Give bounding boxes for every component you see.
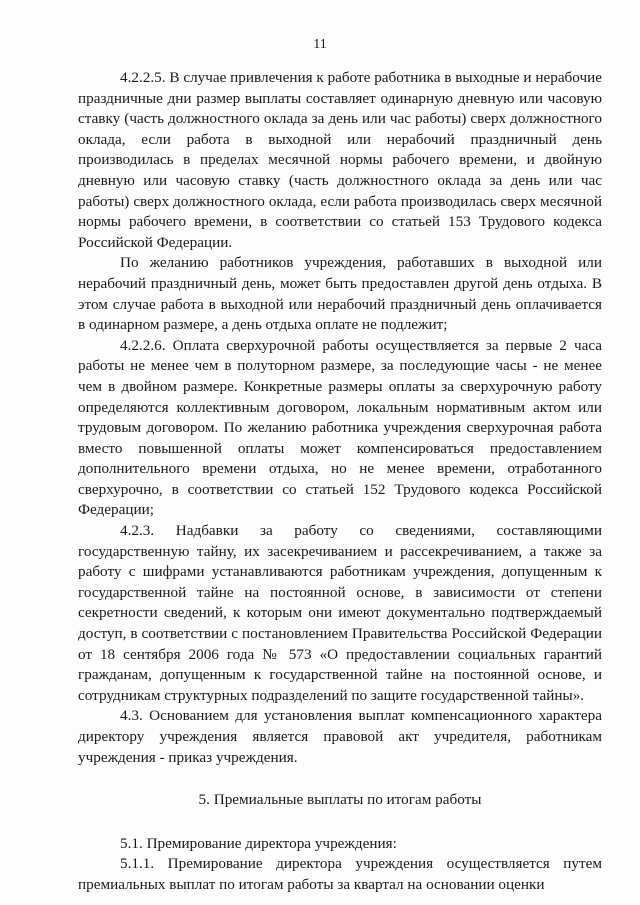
- paragraph-day-off: По желанию работников учреждения, работавших в выходной или нерабочий праздничный день, может быть предоставлен другой день отдыха. В этом случае работа в выходной или нерабочий праздничный день оплачивается в одинарном размере, а день отдыха оплате не подлежит;: [78, 254, 602, 334]
- paragraph-5-1: 5.1. Премирование директора учреждения:: [120, 834, 397, 852]
- section-heading: 5. Премиальные выплаты по итогам работы: [198, 791, 482, 809]
- paragraph-5-1-1: 5.1.1. Премирование директора учреждения осуществляется путем премиальных выплат по итогам работы за квартал на основании оценки: [78, 855, 602, 893]
- paragraph-4-2-2-6: 4.2.2.6. Оплата сверхурочной работы осуществляется за первые 2 часа работы не менее чем в полуторном размере, за последующие часы - не менее чем в двойном размере. Конкретные размеры оплаты за сверхурочную работу определяются коллективным договором, локальным нормативным актом или трудовым договором. По желанию работника учреждения сверхурочная работа вместо повышенной оплаты может компенсироваться предоставлением дополнительного времени отдыха, но не менее времени, отработанного сверхурочно, в соответствии со статьей 152 Трудового кодекса Российской Федерации;: [78, 336, 602, 519]
- paragraph-4-2-2-5: 4.2.2.5. В случае привлечения к работе работника в выходные и нерабочие праздничные дни размер выплаты составляет одинарную дневную или часовую ставку (часть должностного оклада за день или час работы) сверх должностного оклада, если работа в выходной или нерабочий праздничный день производилась в пределах месячной нормы рабочего времени, и двойную дневную или часовую ставку (часть должностного оклада за день или час работы) сверх должностного оклада, если работа производилась сверх месячной нормы рабочего времени, в соответствии со статьей 153 Трудового кодекса Российской Федерации.: [78, 69, 602, 251]
- page-number: 11: [313, 37, 327, 52]
- document-body: [78, 68, 602, 896]
- paragraph-4-2-3: 4.2.3. Надбавки за работу со сведениями, составляющими государственную тайну, их засекречиванием и рассекречиванием, а также за работу с шифрами устанавливаются работникам учреждения, допущенным к государственной тайне на постоянной основе, в зависимости от степени секретности сведений, к которым они имеют документально подтверждаемый доступ, в соответствии с постановлением Правительства Российской Федерации от 18 сентября 2006 года № 573 «О предоставлении социальных гарантий гражданам, допущенным к государственной тайне на постоянной основе, и сотрудникам структурных подразделений по защите государственной тайны».: [78, 522, 602, 704]
- paragraph-4-3: 4.3. Основанием для установления выплат компенсационного характера директору учреждения является правовой акт учредителя, работникам учреждения - приказ учреждения.: [78, 707, 602, 766]
